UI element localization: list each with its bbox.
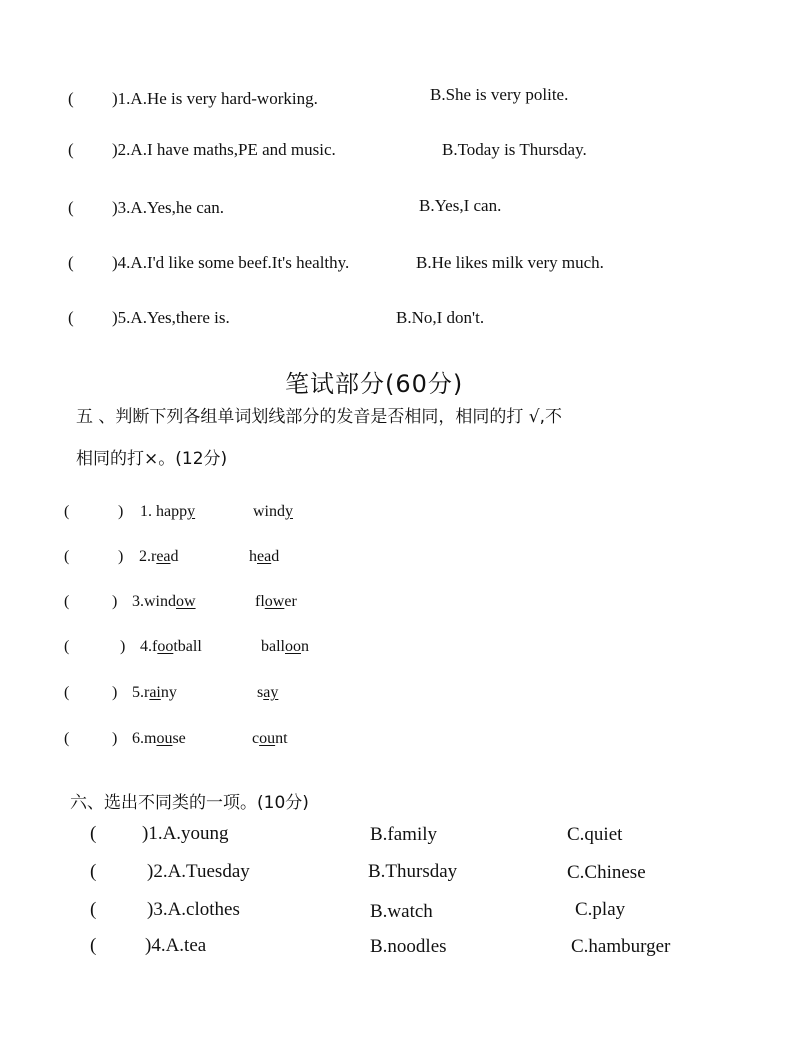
underlined-letters: ai: [149, 684, 161, 701]
option-a: )4.A.tea: [145, 935, 207, 956]
underlined-letters: ay: [263, 684, 279, 701]
option-b: B.Today is Thursday.: [442, 140, 587, 159]
underlined-letters: ea: [257, 548, 272, 565]
word-1: [140, 503, 195, 521]
underlined-letters: y: [285, 503, 293, 520]
word-1: [139, 548, 179, 566]
word-part: c: [252, 730, 260, 747]
word-part: d: [170, 548, 179, 565]
answer-paren: (: [90, 935, 97, 956]
word-1: [132, 684, 177, 702]
word-part: f: [152, 638, 158, 655]
answer-paren-open: (: [64, 638, 70, 655]
answer-paren: (: [68, 89, 74, 108]
word-2: [249, 548, 279, 566]
answer-paren: (: [90, 899, 97, 920]
option-b: B.Yes,I can.: [419, 196, 502, 215]
option-b: B.Thursday: [368, 861, 458, 882]
word-part: fl: [255, 593, 265, 610]
item-number: 4.: [140, 638, 152, 655]
word-part: ball: [261, 638, 285, 655]
word-part: wind: [253, 503, 285, 520]
answer-paren: (: [68, 140, 74, 159]
answer-paren: (: [68, 308, 74, 327]
written-part-title: 笔试部分(60分): [285, 370, 464, 398]
option-a: )2.A.I have maths,PE and music.: [112, 140, 336, 159]
word-2: [253, 503, 293, 521]
option-a: )1.A.young: [142, 823, 229, 844]
word-2: [252, 730, 288, 748]
word-1: [140, 638, 202, 656]
underlined-letters: y: [187, 503, 196, 520]
option-b: B.No,I don't.: [396, 308, 485, 327]
word-1: [132, 730, 186, 748]
underlined-letters: oo: [285, 638, 301, 655]
option-c: C.quiet: [567, 824, 623, 845]
item-number: 1.: [140, 503, 156, 520]
answer-paren-open: (: [64, 593, 70, 610]
item-number: 5.: [132, 684, 144, 701]
item-number: 3.: [132, 593, 144, 610]
option-a: )5.A.Yes,there is.: [112, 308, 230, 327]
underlined-letters: oo: [157, 638, 174, 655]
section-5-instruction-line1: 五 、判断下列各组单词划线部分的发音是否相同，相同的打 √,不: [76, 407, 563, 427]
option-b: B.family: [370, 824, 438, 845]
option-a: )3.A.clothes: [147, 899, 240, 920]
underlined-letters: ou: [156, 730, 173, 747]
answer-paren-close: ): [112, 684, 118, 701]
section-6-heading: 六、选出不同类的一项。(10分): [70, 793, 309, 813]
word-part: r: [144, 684, 150, 701]
answer-paren: (: [68, 253, 74, 272]
word-part: ny: [160, 684, 177, 701]
answer-paren-open: (: [64, 503, 70, 520]
item-number: 6.: [132, 730, 144, 747]
option-c: C.Chinese: [567, 862, 646, 883]
underlined-letters: ea: [156, 548, 171, 565]
word-2: [257, 684, 278, 702]
word-part: happ: [156, 503, 188, 520]
word-2: [255, 593, 297, 611]
answer-paren: (: [90, 861, 97, 882]
option-c: C.play: [575, 899, 626, 920]
answer-paren-open: (: [64, 730, 70, 747]
word-part: n: [301, 638, 309, 655]
answer-paren-close: ): [118, 503, 124, 520]
underlined-letters: ow: [264, 593, 285, 610]
underlined-letters: ow: [176, 593, 196, 610]
option-c: C.hamburger: [571, 936, 671, 957]
answer-paren-close: ): [120, 638, 126, 655]
answer-paren-close: ): [118, 548, 124, 565]
answer-paren-close: ): [112, 730, 118, 747]
word-part: er: [284, 593, 297, 610]
word-part: r: [151, 548, 157, 565]
option-b: B.noodles: [370, 936, 447, 957]
answer-paren-close: ): [112, 593, 118, 610]
option-a: )4.A.I'd like some beef.It's healthy.: [112, 253, 350, 272]
word-part: wind: [144, 593, 176, 610]
answer-paren-open: (: [64, 548, 70, 565]
answer-paren-open: (: [64, 684, 70, 701]
answer-paren: (: [90, 823, 97, 844]
option-b: B.watch: [370, 901, 433, 922]
option-a: )1.A.He is very hard-working.: [112, 89, 318, 108]
underlined-letters: ou: [259, 730, 276, 747]
word-part: se: [172, 730, 186, 747]
section-5-instruction-line2: 相同的打×。(12分): [76, 449, 228, 469]
option-b: B.He likes milk very much.: [416, 253, 604, 272]
word-part: h: [249, 548, 257, 565]
answer-paren: (: [68, 198, 74, 217]
word-1: [132, 593, 196, 611]
option-a: )3.A.Yes,he can.: [112, 198, 225, 217]
word-part: tball: [173, 638, 202, 655]
word-part: nt: [275, 730, 288, 747]
word-part: m: [144, 730, 157, 747]
word-part: d: [271, 548, 280, 565]
item-number: 2.: [139, 548, 151, 565]
word-2: [261, 638, 309, 656]
option-b: B.She is very polite.: [430, 85, 569, 104]
option-a: )2.A.Tuesday: [147, 861, 250, 882]
word-part: s: [257, 684, 264, 701]
